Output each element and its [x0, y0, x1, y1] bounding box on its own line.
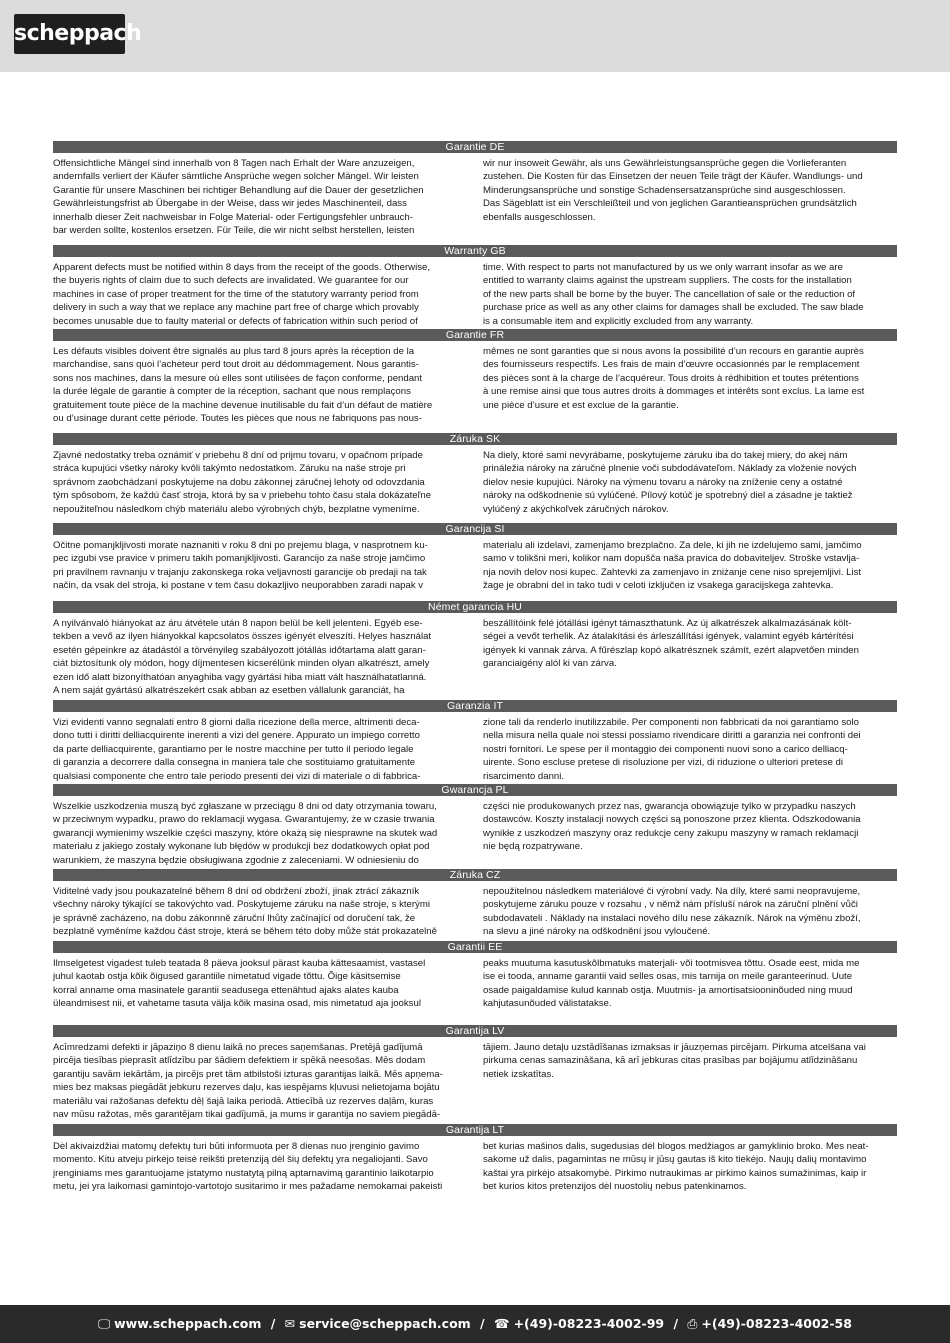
section-garancija-si	[53, 523, 897, 593]
footer-separator: /	[480, 1316, 485, 1331]
section-title-de: Garantie DE	[53, 141, 897, 153]
section-garantie-de	[53, 141, 897, 237]
section-text-right-gb: time. With respect to parts not manufactured by us we only warrant insofar as we are entitled to warranty claims against the upstream suppliers. The costs for the installation of the new parts shall be borne by the buyer. The cancellation of sale or the reduction of purchase price as well as any other claims for damages shall be excluded. The saw blade is a consumable item and explicitly excluded from any warranty.	[483, 262, 864, 327]
section-title-ee: Garantii EE	[53, 941, 897, 953]
section-text-right-de: wir nur insoweit Gewähr, als uns Gewährleistungsansprüche gegen die Vorlieferanten zustehen. Die Kosten für das Einsetzen der neuen Teile trägt der Käufer. Wandlungs- und Minderungsansprüche und sonstige Schadensersatzansprüche sind ausgeschlossen. Das Sägeblatt ist ein Verschleißteil und von jeglichen Garantieansprüchen grundsätzlich ebenfalls ausgeschlossen.	[483, 158, 863, 223]
section-text-right-cz: nepoužitelnou následkem materiálové či výrobní vady. Na díly, které sami neopravujeme, poskytujeme záruku pouze v rozsahu , v němž nám přísluší nárok na záruční plnění vůči subdodavateli . Náklady na instalaci nového dílu nese zákazník. Nárok na výměnu zboží, na slevu a jiné nároky na odškodnění jsou vyloučené.	[483, 886, 861, 938]
section-warranty-gb	[53, 245, 897, 328]
scheppach-logo: scheppach	[14, 14, 125, 54]
section-garancia-hu	[53, 601, 897, 697]
section-text-left-pl: Wszelkie uszkodzenia muszą być zgłaszane w przeciągu 8 dni od daty otrzymania towaru, w przeciwnym wypadku, prawo do reklamacji wygasa. Gwarantujemy, że w czasie trwania gwarancji wymienimy wszelkie części maszyny, które okażą się niesprawne na skutek wad materiału z jakiego zostały wykonane lub błędów w produkcji bez dodatkowych opłat pod warunkiem, że maszyna będzie obsługiwana zgodnie z zaleceniami. W odniesieniu do	[53, 801, 438, 866]
section-text-right-hu: beszállítóink felé jótállási igényt támaszthatunk. Az új alkatrészek alkalmazásának költ- ségei a vevőt terhelik. Az átalakítási és árleszállítási igények, valamint egyéb kártérítési igények ki vannak zárva. A fűrészlap kopó alkatrésznek számít, ezért alapvetően minden garanciaigény alól ki van zárva.	[483, 618, 859, 670]
section-title-lv: Garantija LV	[53, 1025, 897, 1037]
section-text-left-lv: Acīmredzami defekti ir jāpaziņo 8 dienu laikā no preces saņemšanas. Pretējā gadījumā pircēja tiesības pieprasīt atlīdzību par šādiem defektiem ir spēkā neesošas. Mēs dodam garantiju savām iekārtām, ja pircējs pret tām atbilstoši izturas garantijas laikā. Mēs apņema- mies bez maksas piegādāt jebkuru rezerves daļu, kas iespējams kļuvusi nelietojama bojātu materiālu vai ražošanas defektu dēļ šajā laika periodā. Attiecībā uz rezerves daļām, kuras nav mūsu ražotas, mēs garantējam tikai gadījumā, ja mums ir garantija no saviem piegādā-	[53, 1042, 443, 1121]
section-garantii-ee	[53, 941, 897, 1011]
section-text-right-fr: mêmes ne sont garanties que si nous avons la possibilité d’un recours en garantie auprès des fournisseurs respectifs. Les frais de main d’œuvre occasionnés par le remplacement des pièces sont à la charge de l’acquéreur. Tous droits à rédhibition et toutes prétentions à une remise ainsi que tous autres droits à dommages et intérêts sont exclus. La lame est une pièce d’usure et est exclue de la garantie.	[483, 346, 865, 411]
section-title-lt: Garantija LT	[53, 1124, 897, 1136]
phone-icon: ☎	[493, 1316, 510, 1331]
footer-contact-bar	[0, 1305, 950, 1343]
section-text-left-ee: Ilmselgetest vigadest tuleb teatada 8 päeva jooksul pärast kauba kättesaamist, vastasel juhul kaotab ostja kõik õigused garantiile nimetatud vigade tõttu. Õige käsitsemise korral anname oma masinatele garantii seadusega ettenähtud ajaks alates kauba üleandmisest nii, et vahetame tasuta välja kõik masina osad, mis nimetatud aja jooksul	[53, 958, 426, 1010]
section-text-left-fr: Les défauts visibles doivent être signalés au plus tard 8 jours après la réception de la marchandise, sans quoi l’acheteur perd tout droit au dédommagement. Nous garantis- sons nos machines, dans la mesure où elles sont utilisées de façon conforme, pendant la durée légale de garantie à compter de la réception, sachant que nous remplaçons gratuitement toute pièce de la machine devenue inutilisable du fait d’un défaut de matière ou d’usinage durant cette période. Toutes les pièces que nous ne fabriquons pas nous-	[53, 346, 433, 425]
section-title-it: Garanzia IT	[53, 700, 897, 712]
section-title-cz: Záruka CZ	[53, 869, 897, 881]
section-title-fr: Garantie FR	[53, 329, 897, 341]
section-text-right-it: zione tali da renderlo inutilizzabile. Per componenti non fabbricati da noi garantiamo solo nella misura nella quale noi stessi possiamo rivendicare diritti a garanzia nei confronti dei nostri fornitori. Le spese per il montaggio dei componenti nuovi sono a carico delliacq- uirente. Sono escluse pretese di risoluzione per vizi, di riduzione o ulteriori pretese di risarcimento danni.	[483, 717, 861, 782]
section-gwarancja-pl	[53, 784, 897, 867]
fax-icon: ⎙	[687, 1316, 698, 1331]
section-text-left-gb: Apparent defects must be notified within 8 days from the receipt of the goods. Otherwise, the buyeris rights of claim due to such defects are invalidated. We guarantee for our machines in case of proper treatment for the time of the statutory warranty period from delivery in such a way that we replace any machine part free of charge which provably becomes unusable due to faulty material or defects of fabrication within such period of	[53, 262, 431, 327]
section-zaruka-sk	[53, 433, 897, 516]
section-text-right-lt: bet kurias mašinos dalis, sugedusias dėl blogos medžiagos ar gamyklinio broko. Mes neat- sakome už dalis, pagamintas ne mūsų ir jūsų gautas iš kito tiekėjo. Naujų dalių montavimo kaštai yra pirkėjo atsakomybė. Pirkimo nutraukimas ar pirkimo kainos sumažinimas, kaip ir bet kurios kitos pretenzijos dėl nuostolių nebus patenkinamos.	[483, 1141, 869, 1193]
section-garanzia-it	[53, 700, 897, 783]
section-text-right-si: materialu ali izdelavi, zamenjamo brezplačno. Za dele, ki jih ne izdelujemo sami, jamčimo samo v tolikšni meri, kolikor nam dopušča naša pravica do dobaviteljev. Stroške vstavlja- nja novih delov nosi kupec. Zahtevki za zamenjavo in zniżanje cene niso sprejemljivi. List žage je obrabni del in tako tudi v celoti izključen iz vsakega garacijskega zahtevka.	[483, 540, 862, 592]
footer-website-link[interactable]: www.scheppach.com	[114, 1316, 262, 1331]
section-text-right-lv: tājiem. Jauno detaļu uzstādīšanas izmaksas ir jāuzņemas pircējam. Pirkuma atcelšana vai pirkuma cenas samazināšana, kā arī jebkuras citas prasības par bojājumu atlīdzināšanu netiek izskatītas.	[483, 1042, 866, 1080]
footer-email-link[interactable]: service@scheppach.com	[299, 1316, 471, 1331]
computer-icon: 🖵	[98, 1316, 111, 1331]
footer-phone: +(49)-08223-4002-99	[513, 1316, 665, 1331]
section-text-left-lt: Dėl akivaizdžiai matomų defektų turi būti informuota per 8 dienas nuo įrenginio gavimo momento. Kitu atveju pirkėjo teisė reikšti pretenziją dėl šių defektų yra negaliojanti. Savo įrenginiams mes garantuojame įstatymo nustatytą pilną aptarnavimą garantinio laikotarpio metu, jei yra laikomasi gamintojo-vartotojo susitarimo ir mes pažadame nemokamai pakeisti	[53, 1141, 443, 1193]
section-text-left-it: Vizi evidenti vanno segnalati entro 8 giorni dalla ricezione della merce, altrimenti deca- dono tutti i diritti delliacquirente inerenti a vizi del genere. Appurato un impiego corretto da parte delliacquirente, garantiamo per le nostre macchine per tutto il periodo legale di garanzia a decorrere dalla consegna in maniera tale che sostituiamo gratuitamente qualsiasi componente che entro tale periodo presenti dei vizi di materiale o di fabbrica-	[53, 717, 421, 782]
mail-icon: ✉	[284, 1316, 296, 1331]
section-text-right-ee: peaks muutuma kasutuskõlbmatuks materjali- või tootmisvea tõttu. Osade eest, mida me ise ei tooda, anname garantii vaid selles osas, mis tarnija on meile garanteerinud. Uute osade paigaldamise kulud kannab ostja. Muutmis- ja amortisatsiooninõuded ning muud kahjutasunõuded välistatakse.	[483, 958, 860, 1010]
section-text-left-cz: Viditelné vady jsou poukazatelné během 8 dní od obdržení zboží, jinak ztrácí zákazník všechny nároky týkající se takovýchto vad. Poskytujeme záruku na naše stroje, s kterými je správně zacházeno, na dobu zákonnně záruční lhůty začínající od doručení tak, že bezplatně vyměníme každou část stroje, která se během této doby může stát prokazatelně	[53, 886, 437, 938]
section-text-left-hu: A nyilvánvaló hiányokat az áru átvétele után 8 napon belül be kell jelenteni. Egyéb ese- tekben a vevő az ilyen hiányokkal kapcsolatos összes igényét elveszíti. Helyes használat esetén gépeinkre az átadástól a törvényileg szabályozott jótállás időtartama alatt garan- ciát biztosítunk oly módon, hogy díjmentesen kicserélünk minden olyan alkatrészt, amely ezen idő alatt bizonyíthatóan anyaghiba vagy gyártási hiba miatt vált használhatatlanná. A nem saját gyártású alkatrészekért csak abban az esetben vállalunk garanciát, ha	[53, 618, 432, 697]
section-zaruka-cz	[53, 869, 897, 939]
section-title-sk: Záruka SK	[53, 433, 897, 445]
section-text-left-de: Offensichtliche Mängel sind innerhalb von 8 Tagen nach Erhalt der Ware anzuzeigen, andernfalls verliert der Käufer sämtliche Ansprüche wegen solcher Mängel. Wir leisten Garantie für unsere Maschinen bei richtiger Behandlung auf die Dauer der gesetzlichen Gewährleistungsfrist ab Übergabe in der Weise, dass wir jedes Maschinenteil, dass innerhalb dieser Zeit nachweisbar in Folge Material- oder Fertigungsfehler unbrauch- bar werden sollte, kostenlos ersetzen. Für Teile, die wir nicht selbst herstellen, leisten	[53, 158, 424, 237]
footer-fax: +(49)-08223-4002-58	[701, 1316, 852, 1331]
section-title-pl: Gwarancja PL	[53, 784, 897, 796]
section-title-gb: Warranty GB	[53, 245, 897, 257]
section-garantija-lt	[53, 1124, 897, 1194]
footer-separator: /	[673, 1316, 679, 1331]
header-band	[0, 0, 950, 72]
section-garantija-lv	[53, 1025, 897, 1121]
section-title-si: Garancija SI	[53, 523, 897, 535]
section-text-left-sk: Zjavné nedostatky treba oznámiť v priebehu 8 dní od prijmu tovaru, v opačnom prípade stráca kupujúci všetky nároky kvôli takýmto nedostatkom. Záruku na naše stroje pri správnom zaobchádzaní poskytujeme na dobu zákonnej záručnej lehoty od odovzdania tým spôsobom, že každú časť stroja, ktorá by sa v priebehu tohto času stala dokázateľne nepoužiteľnou následkom chýb materiálu alebo výrobných chýb, bezplatne vymeníme.	[53, 450, 432, 515]
section-text-right-sk: Na diely, ktoré sami nevyrábame, poskytujeme záruku iba do takej miery, do akej nám prináležia nároky na záručné plnenie voči subdodávateľom. Náklady za vloženie nových dielov nesie kupujúci. Nároky na výmenu tovaru a nároky na zníženie ceny a ostatné nároky na odškodnenie sú vylúčené. Pílový kotúč je spotrebný diel a zásadne je taktiež vylúčený z akýchkoľvek záručných nárokov.	[483, 450, 857, 515]
section-text-left-si: Očitne pomanjkljivosti morate naznaniti v roku 8 dni po prejemu blaga, v nasprotnem ku- pec izgubi vse pravice v primeru takih pomanjkljivosti. Garancijo za naše stroje jamčimo pri pravilnem ravnanju v trajanju zakonskega roka veljavnosti garancije ob predaji na tak način, da vsak del stroja, ki postane v tem času dokazljivo neuporabben zaradi napak v	[53, 540, 428, 592]
section-garantie-fr	[53, 329, 897, 425]
section-title-hu: Német garancia HU	[53, 601, 897, 613]
footer-separator: /	[270, 1316, 276, 1331]
section-text-right-pl: części nie produkowanych przez nas, gwarancja obowiązuje tylko w przypadku naszych dostawców. Koszty instalacji nowych części są ponoszone przez klienta. Odszkodowania wynikłe z uszkodzeń maszyny oraz redukcje ceny zakupu maszyny w ramach reklamacji nie będą rozpatrywane.	[483, 801, 861, 853]
